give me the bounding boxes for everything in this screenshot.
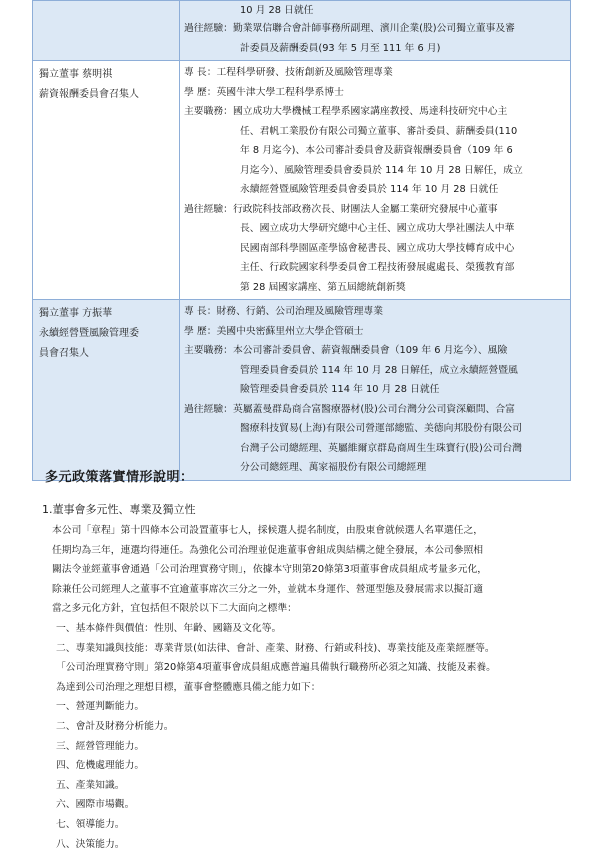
info-line: 分公司總經理、萬家福股份有限公司總經理 <box>240 462 427 473</box>
director-role: 薪資報酬委員會召集人 <box>39 89 139 100</box>
list-item: 七、領導能力。 <box>56 818 125 830</box>
list-item: 一、營運判斷能力。 <box>56 701 145 713</box>
director-title: 獨立董事 蔡明祺 <box>39 69 113 80</box>
info-line: 長、國立成功大學研究總中心主任、國立成功大學社團法人中華 <box>240 223 515 234</box>
info-line: 第 28 屆國家講座、第五屆總統創新獎 <box>240 281 406 293</box>
info-line: 學 歷：英國牛津大學工程科學系博士 <box>184 86 344 98</box>
list-item: 五、產業知識。 <box>56 779 125 791</box>
info-line: 過往經驗：勤業眾信聯合會計師事務所副理、濱川企業(股)公司獨立董事及審 <box>184 23 515 34</box>
table-row <box>33 300 571 481</box>
info-line: 任、君帆工業股份有限公司獨立董事、審計委員、薪酬委員(110 <box>240 125 518 137</box>
director-info-cell <box>180 300 571 481</box>
info-line: 醫療科技貿易(上海)有限公司營運部總監、美德向邦股份有限公司 <box>240 423 522 434</box>
list-item: 八、決策能力。 <box>56 838 125 850</box>
list-item: 四、危機處理能力。 <box>56 760 145 772</box>
paragraph-line: 關法令並經董事會通過「公司治理實務守則」，依據本守則第20條第3項董事會成員組成考量多元化， <box>52 564 488 576</box>
info-line: 10 月 28 日就任 <box>240 5 314 16</box>
director-name-cell <box>33 1 180 61</box>
list-item: 二、會計及財務分析能力。 <box>56 720 174 732</box>
director-title: 獨立董事 方振華 <box>39 308 113 319</box>
info-line: 主要職務：本公司審計委員會、薪資報酬委員會（109 年 6 月迄今）、風險 <box>184 345 508 356</box>
director-info-cell <box>180 61 571 300</box>
info-line: 主任、行政院國家科學委員會工程技術發展處處長、榮獲教育部 <box>240 262 515 273</box>
info-line: 險管理委員會委員於 114 年 10 月 28 日就任 <box>240 384 440 395</box>
goal-statement: 為達到公司治理之理想目標，董事會整體應具備之能力如下： <box>56 681 321 693</box>
abilities-list <box>42 697 572 854</box>
section-body <box>42 500 572 854</box>
paragraph-line: 任期均為三年，連選均得連任。為強化公司治理並促進董事會組成與結構之健全發展，本公司參照相 <box>52 544 484 556</box>
director-info-cell <box>180 1 571 61</box>
info-line: 專 長：工程科學研發、技術創新及風險管理專業 <box>184 67 393 78</box>
paragraph-line: 本公司「章程」第十四條本公司設置董事七人，採候選人提名制度，由股東會就候選人名單選任之， <box>52 525 484 536</box>
paragraph-line: 除兼任公司經理人之董事不宜逾董事席次三分之一外，並就本身運作、營運型態及發展需求以擬訂適 <box>52 583 484 595</box>
info-line: 主要職務：國立成功大學機械工程學系國家講座教授、馬達科技研究中心主 <box>184 106 508 117</box>
info-line: 月迄今）、風險管理委員會委員於 114 年 10 月 28 日解任，成立 <box>240 164 523 176</box>
table-row <box>33 61 571 300</box>
paragraph-line: 當之多元化方針，宜包括但不限於以下二大面向之標準： <box>52 603 297 615</box>
info-line: 管理委員會委員於 114 年 10 月 28 日解任，成立永續經營暨風 <box>240 364 518 376</box>
section-title: 多元政策落實情形說明： <box>45 470 194 485</box>
info-line: 過往經驗：英屬蓋曼群島商合富醫療器材(股)公司台灣分公司資深顧問、合富 <box>184 403 515 415</box>
director-name-cell <box>33 300 180 481</box>
info-line: 年 8 月迄今)、本公司審計委員會及薪資報酬委員會（109 年 6 <box>240 145 513 156</box>
list-item: 六、國際市場觀。 <box>56 799 135 811</box>
info-line: 計委員及薪酬委員(93 年 5 月至 111 年 6 月) <box>240 42 441 54</box>
guideline-quote: 「公司治理實務守則」第20條第4項董事會成員組成應普遍具備執行職務所必須之知識、技能及素養。 <box>56 662 496 674</box>
director-name-cell <box>33 61 180 300</box>
info-line: 過往經驗：行政院科技部政務次長、財團法人金屬工業研究發展中心董事 <box>184 203 498 215</box>
criteria-item: 一、基本條件與價值：性別、年齡、國籍及文化等。 <box>56 622 282 634</box>
section-heading: 1.董事會多元性、專業及獨立性 <box>42 503 196 516</box>
table-row <box>33 1 571 61</box>
info-line: 民國南部科學園區產學協會秘書長、國立成功大學技轉育成中心 <box>240 242 515 254</box>
info-line: 學 歷：美國中央密蘇里州立大學企管碩士 <box>184 325 364 337</box>
info-line: 專 長：財務、行銷、公司治理及風險管理專業 <box>184 306 384 317</box>
director-role: 永續經營暨風險管理委 <box>39 328 139 339</box>
directors-table <box>32 0 571 481</box>
info-line: 永續經營暨風險管理委員會委員於 114 年 10 月 28 日就任 <box>240 184 499 195</box>
list-item: 三、經營管理能力。 <box>56 740 145 752</box>
criteria-item: 二、專業知識與技能：專業背景(如法律、會計、產業、財務、行銷或科技)、專業技能及產業經歷等。 <box>56 642 495 654</box>
info-line: 台灣子公司總經理、英屬維爾京群島商周生生珠寶行(股)公司台灣 <box>240 442 522 454</box>
director-role: 員會召集人 <box>39 348 89 359</box>
